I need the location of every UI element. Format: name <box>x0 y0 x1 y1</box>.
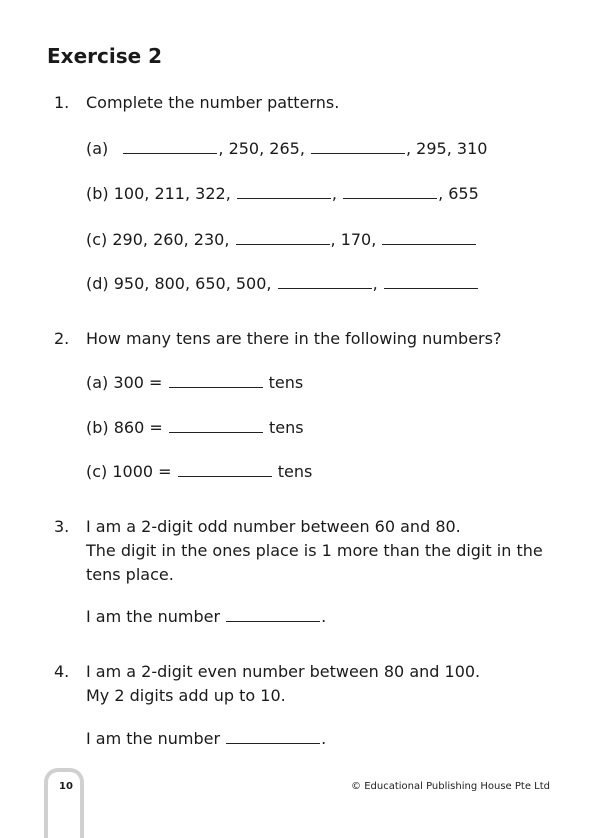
question-2-number: 2. <box>54 329 70 348</box>
question-4-number: 4. <box>54 662 70 681</box>
q2b-blank[interactable] <box>169 419 263 433</box>
exercise-title: Exercise 2 <box>47 44 163 68</box>
q2a-unit: tens <box>268 373 304 392</box>
q1c-label: (c) <box>86 230 108 249</box>
page-number-tab <box>44 768 84 838</box>
q4-answer-prefix: I am the number <box>86 729 221 748</box>
q1c-blank-2[interactable] <box>382 231 476 245</box>
q1d-text-1: 950, 800, 650, 500, <box>113 274 272 293</box>
q1-part-c <box>86 230 477 249</box>
q1c-blank-1[interactable] <box>236 231 330 245</box>
q1a-text-2: , 295, 310 <box>406 139 488 158</box>
q2c-blank[interactable] <box>178 463 272 477</box>
q1c-text-1: 290, 260, 230, <box>112 230 230 249</box>
q3-answer-suffix: . <box>321 607 327 626</box>
q3-answer-prefix: I am the number <box>86 607 221 626</box>
q4-answer-line <box>86 729 326 748</box>
q2a-blank[interactable] <box>169 374 263 388</box>
q3-answer-blank[interactable] <box>226 608 320 622</box>
q1b-text-2: , <box>331 184 337 203</box>
q2-part-a <box>86 373 303 392</box>
q3-line-2: The digit in the ones place is 1 more than the digit in the <box>86 541 543 560</box>
q1b-text-1: 100, 211, 322, <box>113 184 231 203</box>
q1-part-d <box>86 274 479 293</box>
q1d-text-2: , <box>372 274 378 293</box>
q4-answer-suffix: . <box>321 729 327 748</box>
q1d-blank-2[interactable] <box>384 275 478 289</box>
q2b-expr: 860 = <box>113 418 163 437</box>
q3-line-1: I am a 2-digit odd number between 60 and 80. <box>86 517 461 536</box>
q1d-label: (d) <box>86 274 109 293</box>
q1a-text-1: , 250, 265, <box>218 139 305 158</box>
q1-part-a <box>86 139 487 158</box>
question-1-prompt: Complete the number patterns. <box>86 93 340 112</box>
q1b-label: (b) <box>86 184 109 203</box>
question-1-number: 1. <box>54 93 70 112</box>
q1-part-b <box>86 184 479 203</box>
q4-line-1: I am a 2-digit even number between 80 and 100. <box>86 662 481 681</box>
q1b-blank-1[interactable] <box>237 185 331 199</box>
page-number: 10 <box>59 781 73 792</box>
q1c-text-2: , 170, <box>330 230 377 249</box>
q1a-label: (a) <box>86 139 109 158</box>
q2b-unit: tens <box>268 418 304 437</box>
q4-answer-blank[interactable] <box>226 730 320 744</box>
copyright-notice: © Educational Publishing House Pte Ltd <box>351 781 550 792</box>
q1d-blank-1[interactable] <box>278 275 372 289</box>
question-2-prompt: How many tens are there in the following numbers? <box>86 329 502 348</box>
q1b-blank-2[interactable] <box>343 185 437 199</box>
q1a-blank-2[interactable] <box>311 140 405 154</box>
q2a-expr: 300 = <box>113 373 163 392</box>
q1a-blank-1[interactable] <box>123 140 217 154</box>
q2c-expr: 1000 = <box>112 462 172 481</box>
question-3-number: 3. <box>54 517 70 536</box>
q2b-label: (b) <box>86 418 109 437</box>
q2-part-b <box>86 418 304 437</box>
q3-answer-line <box>86 607 326 626</box>
q2c-label: (c) <box>86 462 108 481</box>
q2-part-c <box>86 462 312 481</box>
q4-line-2: My 2 digits add up to 10. <box>86 686 286 705</box>
q2a-label: (a) <box>86 373 109 392</box>
q2c-unit: tens <box>277 462 313 481</box>
q3-line-3: tens place. <box>86 565 174 584</box>
q1b-text-3: , 655 <box>438 184 479 203</box>
